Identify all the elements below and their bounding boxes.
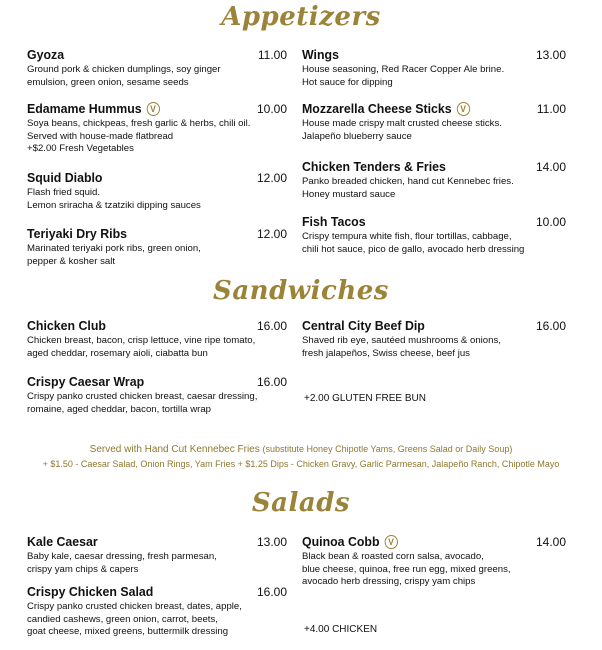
item-description: Marinated teriyaki pork ribs, green onion, pepper & kosher salt bbox=[27, 243, 201, 267]
item-price: 14.00 bbox=[535, 534, 566, 549]
item-name: Central City Beef Dip bbox=[302, 318, 425, 333]
item-description: Soya beans, chickpeas, fresh garlic & herbs, chili oil. Served with house-made flatbread +$2.00 Fresh Vegetables bbox=[27, 118, 251, 154]
item-price: 16.00 bbox=[256, 584, 287, 599]
item-name: Crispy Chicken Salad bbox=[27, 584, 154, 599]
appetizers-heading: Appetizers bbox=[221, 2, 381, 32]
menu-item-quinoa-cobb bbox=[302, 534, 566, 589]
menu-item-edamame-hummus bbox=[27, 101, 287, 156]
item-description: Chicken breast, bacon, crisp lettuce, vine ripe tomato, aged cheddar, rosemary aioli, ciabatta bun bbox=[27, 335, 256, 359]
item-name: Chicken Club bbox=[27, 318, 106, 333]
item-price: 12.00 bbox=[256, 226, 287, 241]
menu-item-gyoza bbox=[27, 47, 287, 89]
menu-item-squid-diablo bbox=[27, 170, 287, 212]
item-name: Gyoza bbox=[27, 47, 65, 62]
served-substitute: (substitute Honey Chipotle Yams, Greens Salad or Daily Soup) bbox=[262, 444, 513, 454]
salads-heading: Salads bbox=[251, 488, 351, 518]
item-price: 13.00 bbox=[256, 534, 287, 549]
item-name: Edamame Hummus bbox=[27, 101, 142, 116]
menu-item-chicken-club bbox=[27, 318, 287, 360]
item-description: House seasoning, Red Racer Copper Ale brine. Hot sauce for dipping bbox=[302, 64, 505, 88]
menu-item-crispy-caesar-wrap bbox=[27, 374, 287, 416]
item-description: Crispy panko crusted chicken breast, dates, apple, candied cashews, green onion, carrot, beets, goat cheese, mixed greens, buttermilk dressing bbox=[27, 601, 242, 637]
item-name: Quinoa Cobb bbox=[302, 534, 380, 549]
add-chicken-note: +4.00 CHICKEN bbox=[304, 624, 378, 635]
item-name: Kale Caesar bbox=[27, 534, 98, 549]
item-name: Crispy Caesar Wrap bbox=[27, 374, 145, 389]
item-description: Ground pork & chicken dumplings, soy ginger emulsion, green onion, sesame seeds bbox=[27, 64, 221, 88]
item-name: Fish Tacos bbox=[302, 214, 366, 229]
item-price: 10.00 bbox=[535, 214, 566, 229]
item-description: Shaved rib eye, sautéed mushrooms & onions, fresh jalapeños, Swiss cheese, beef jus bbox=[302, 335, 501, 359]
item-description: House made crispy malt crusted cheese sticks. Jalapeño blueberry sauce bbox=[302, 118, 502, 142]
served-main: Served with Hand Cut Kennebec Fries bbox=[89, 444, 260, 455]
item-description: Flash fried squid. Lemon sriracha & tzatziki dipping sauces bbox=[27, 187, 201, 211]
item-name: Squid Diablo bbox=[27, 170, 103, 185]
menu-item-chicken-tenders bbox=[302, 159, 566, 201]
item-description: Panko breaded chicken, hand cut Kennebec fries. Honey mustard sauce bbox=[302, 176, 514, 200]
vegetarian-icon: V bbox=[146, 102, 159, 116]
item-price: 11.00 bbox=[536, 101, 566, 116]
item-price: 13.00 bbox=[535, 47, 566, 62]
item-name: Mozzarella Cheese Sticks bbox=[302, 101, 452, 116]
item-price: 11.00 bbox=[257, 47, 287, 62]
menu-item-crispy-chicken-salad bbox=[27, 584, 287, 639]
vegetarian-icon: V bbox=[456, 102, 469, 116]
item-description: Black bean & roasted corn salsa, avocado, blue cheese, quinoa, free run egg, mixed greens, avocado herb dressing, crispy yam chips bbox=[302, 551, 511, 587]
item-price: 16.00 bbox=[256, 318, 287, 333]
item-price: 12.00 bbox=[256, 170, 287, 185]
item-name: Wings bbox=[302, 47, 339, 62]
item-description: Baby kale, caesar dressing, fresh parmesan, crispy yam chips & capers bbox=[27, 551, 217, 575]
addons-note: + $1.50 - Caesar Salad, Onion Rings, Yam Fries + $1.25 Dips - Chicken Gravy, Garlic Parmesan, Jalapeño Ranch, Chipotle Mayo bbox=[42, 459, 560, 469]
item-description: Crispy panko crusted chicken breast, caesar dressing, romaine, aged cheddar, bacon, tortilla wrap bbox=[27, 391, 258, 415]
menu-item-wings bbox=[302, 47, 566, 89]
item-price: 10.00 bbox=[256, 101, 287, 116]
item-price: 14.00 bbox=[535, 159, 566, 174]
sandwiches-heading: Sandwiches bbox=[213, 276, 389, 306]
item-name: Teriyaki Dry Ribs bbox=[27, 226, 128, 241]
item-price: 16.00 bbox=[256, 374, 287, 389]
menu-item-fish-tacos bbox=[302, 214, 566, 256]
served-with-note bbox=[0, 444, 602, 455]
menu-item-central-city-beef-dip bbox=[302, 318, 566, 360]
item-description: Crispy tempura white fish, flour tortillas, cabbage, chili hot sauce, pico de gallo, avocado herb dressing bbox=[302, 231, 525, 255]
vegetarian-icon: V bbox=[384, 535, 397, 549]
item-price: 16.00 bbox=[535, 318, 566, 333]
item-name: Chicken Tenders & Fries bbox=[302, 159, 446, 174]
menu-item-teriyaki-dry-ribs bbox=[27, 226, 287, 268]
menu-item-kale-caesar bbox=[27, 534, 287, 576]
menu-item-mozzarella-cheese-sticks bbox=[302, 101, 566, 143]
gluten-free-note: +2.00 GLUTEN FREE BUN bbox=[304, 393, 426, 404]
